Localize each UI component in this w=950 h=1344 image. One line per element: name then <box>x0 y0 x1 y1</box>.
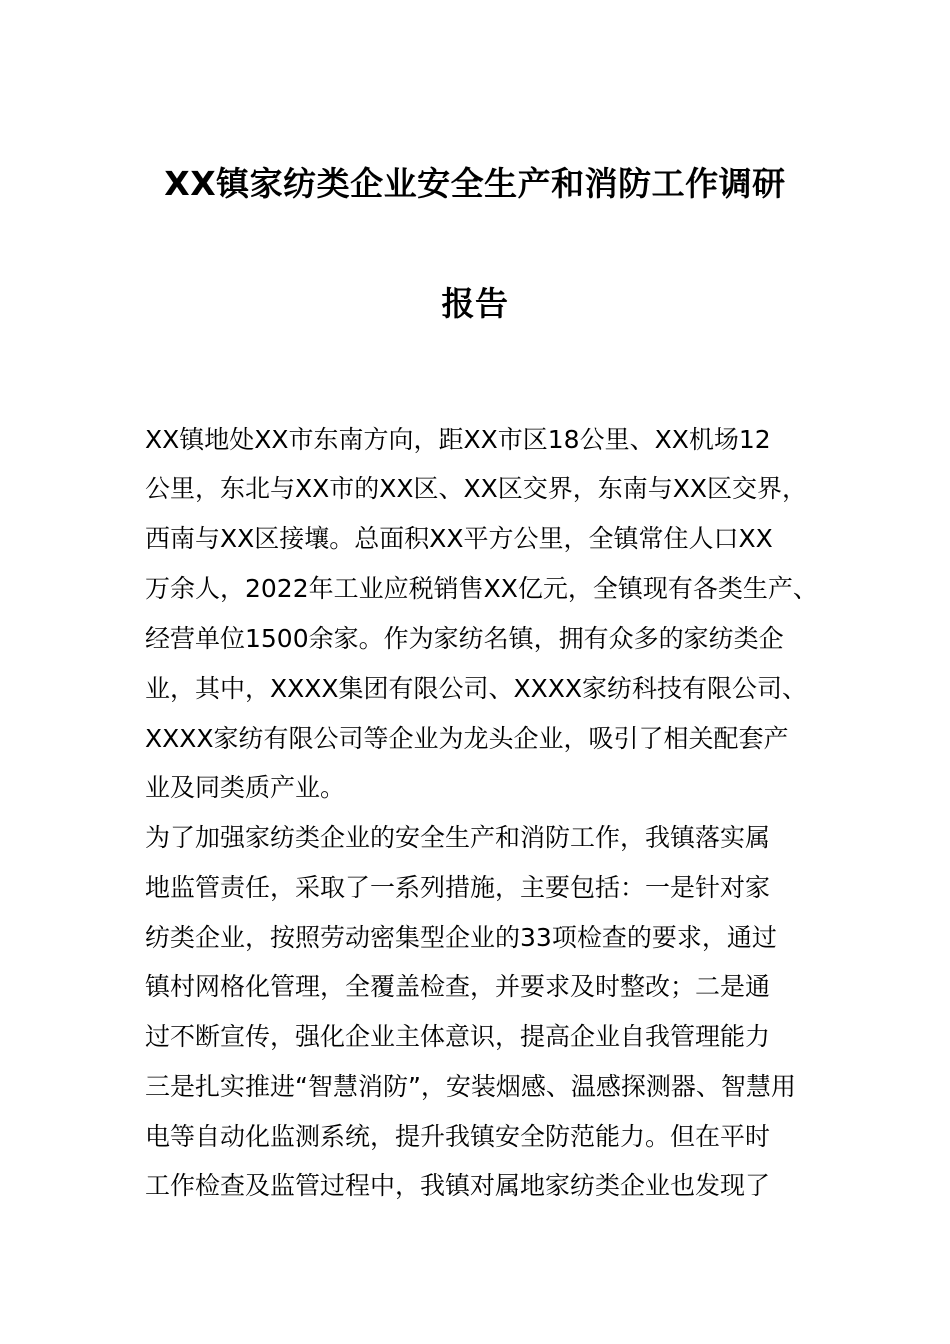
paragraph-1-line: 公里，东北与XX市的XX区、XX区交界，东南与XX区交界， <box>145 474 808 503</box>
paragraph-2-line: 工作检查及监管过程中，我镇对属地家纺类企业也发现了 <box>145 1171 771 1200</box>
paragraph-2-line: 为了加强家纺类企业的安全生产和消防工作，我镇落实属 <box>145 823 771 852</box>
paragraph-2-line: 地监管责任，采取了一系列措施，主要包括：一是针对家 <box>145 873 771 902</box>
paragraph-1-line: XX镇地处XX市东南方向，距XX市区18公里、XX机场12 <box>145 425 771 454</box>
paragraph-1-line: 业，其中，XXXX集团有限公司、XXXX家纺科技有限公司、 <box>145 674 808 703</box>
paragraph-2-line: 镇村网格化管理，全覆盖检查，并要求及时整改；二是通 <box>145 972 771 1001</box>
paragraph-2-line: 电等自动化监测系统，提升我镇安全防范能力。但在平时 <box>145 1122 771 1151</box>
paragraph-1-line: 业及同类质产业。 <box>145 773 346 802</box>
paragraph-2-line: 过不断宣传，强化企业主体意识，提高企业自我管理能力 <box>145 1022 771 1051</box>
paragraph-2-line: 三是扎实推进“智慧消防”，安装烟感、温感探测器、智慧用 <box>145 1072 796 1101</box>
document-title-line-1: XX镇家纺类企业安全生产和消防工作调研 <box>164 164 786 203</box>
paragraph-1-line: XXXX家纺有限公司等企业为龙头企业，吸引了相关配套产 <box>145 724 789 753</box>
paragraph-1-line: 万余人，2022年工业应税销售XX亿元，全镇现有各类生产、 <box>145 574 818 603</box>
paragraph-2-line: 纺类企业，按照劳动密集型企业的33项检查的要求，通过 <box>145 923 777 952</box>
paragraph-1-line: 经营单位1500余家。作为家纺名镇，拥有众多的家纺类企 <box>145 624 784 653</box>
paragraph-1-line: 西南与XX区接壤。总面积XX平方公里，全镇常住人口XX <box>145 524 773 553</box>
document-title-line-2: 报告 <box>441 284 509 323</box>
